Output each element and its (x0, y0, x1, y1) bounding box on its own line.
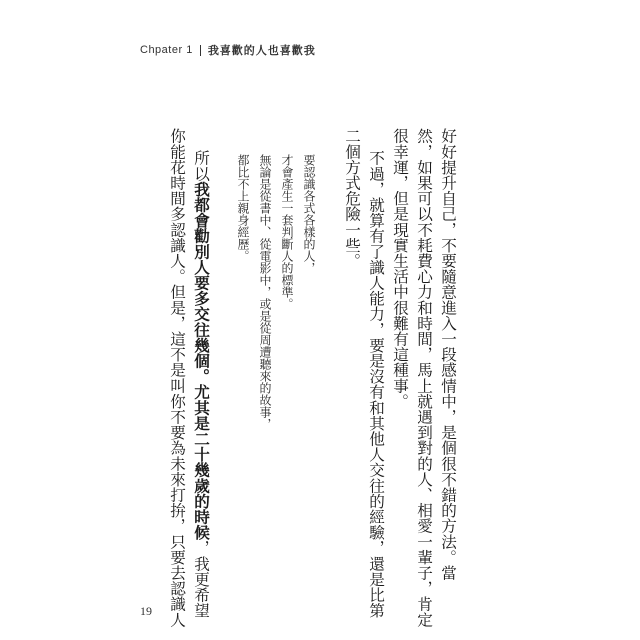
closing-text-plain: 所以 (192, 150, 210, 182)
quote-line-2: 才會產生一套判斷人的標準。 (280, 154, 294, 310)
running-header (140, 40, 316, 60)
quote-line-1: 要認識各式各樣的人， (302, 154, 316, 274)
chapter-title: 我喜歡的人也喜歡我 (207, 44, 316, 57)
chapter-label: Chpater 1 (140, 44, 193, 56)
page-number: 19 (140, 604, 152, 618)
body-column-2: 然，如果可以不耗費心力和時間，馬上就遇到對的人、相愛一輩子，肯定 (415, 128, 433, 628)
quote-line-3: 無論是從書中、從電影中，或是從周遭聽來的故事， (258, 154, 272, 430)
body-column-1: 好好提升自己，不要隨意進入一段感情中，是個很不錯的方法。當 (439, 128, 457, 581)
closing-column-1 (190, 150, 212, 618)
closing-column-2 (166, 128, 188, 627)
body-column-3: 很幸運，但是現實生活中很難有這種事。 (391, 128, 409, 409)
body-column-4: 不過，就算有了識人能力，要是沒有和其他人交往的經驗，還是比第 (367, 150, 385, 618)
closing-text-emphasis: 我都會勸別人要多交往幾個。尤其是二十幾歲的時候 (192, 181, 211, 541)
quote-line-4: 都比不上親身經歷。 (236, 154, 250, 262)
closing-text-plain: ，我更希望 (192, 540, 210, 619)
header-divider (200, 45, 201, 56)
body-column-5: 二個方式危險一些。 (343, 128, 361, 269)
closing-text-plain: 你能花時間多認識人。但是，這不是叫你不要為未來打拚，只要去認識人 (168, 128, 186, 628)
